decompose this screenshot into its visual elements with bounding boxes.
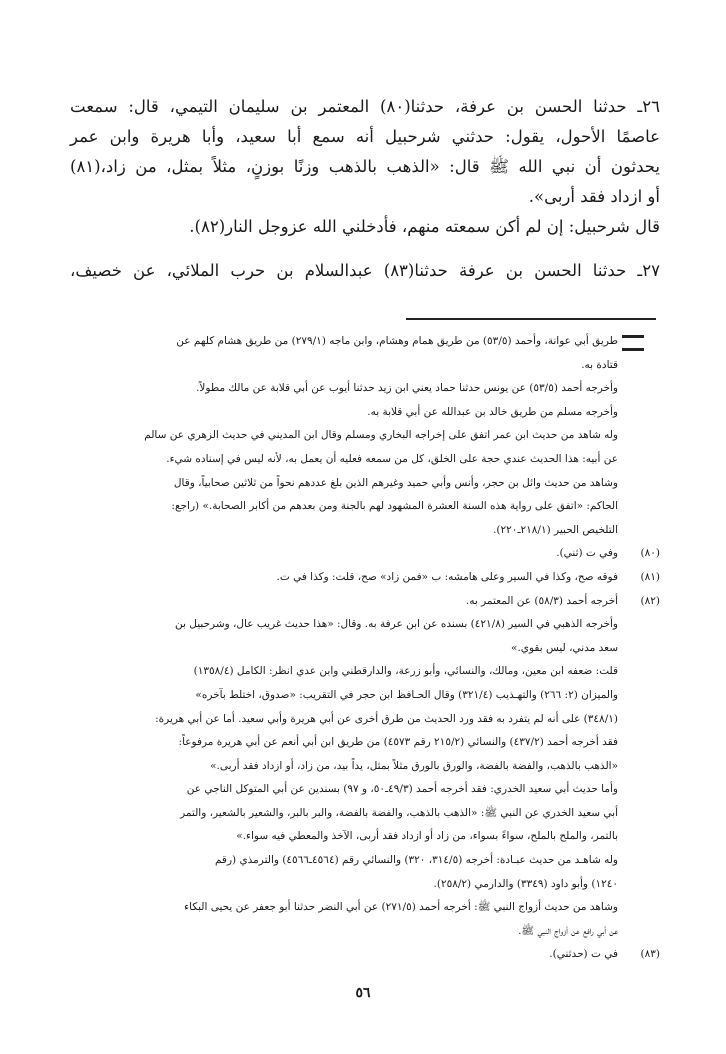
footnote-text: «الذهب بالذهب، والفضة بالفضة، والورق بالورق مثلاً بمثل، يداً بيد، من زاد، أو ازداد فقد أربى.»	[210, 759, 618, 772]
footnote-line	[88, 566, 660, 590]
footnote-text: وله شاهـد من حديث عبـادة: أخرجه (٣١٤/٥، ٣٢٠) والنسائي رقم (٤٥٦٤ـ٤٥٦٦) والترمذي (رقم	[214, 854, 618, 867]
footnote-line	[88, 354, 618, 378]
main-line: عاصمًا الأحول، يقول: حدثني شرحبيل أنه سمع أبا سعيد، وأبا هريرة وابن عمر	[70, 127, 660, 146]
footnote-text: عن أبي رافع عن أزواج النبي ﷺ.	[518, 924, 618, 937]
footnote-line	[88, 660, 618, 684]
footnote-line	[88, 731, 618, 755]
main-text	[70, 92, 660, 286]
footnote-line	[88, 896, 618, 920]
footnote-line	[88, 755, 618, 779]
footnote-text: وأخرجه الذهبي في السير (٤٢١/٨) بسنده عن ابن عرفة به. وقال: «هذا حديث غريب عال، وشرحبيل بن	[175, 618, 618, 631]
footnote-text: (٣٤٨/١) على أنه لم يتفرد به فقد ورد الحديث من طرق أخرى عن أبي هريرة وأبي سعيد. أما عن أبي هريرة:	[155, 712, 618, 725]
footnote-text: والميزان (٢: ٢٦٦) والتهـذيب (٣٢١/٤) وقال الحـافظ ابن حجر في التقريب: «صدوق، اختلط بآخره»	[195, 688, 618, 701]
footnote-line	[88, 542, 660, 566]
footnote-line	[88, 424, 618, 448]
footnote-text: وفي ت (ثني).	[556, 547, 618, 560]
footnote-separator	[406, 318, 656, 320]
footnote-line	[88, 495, 618, 519]
footnote-text: في ت (حدثني).	[549, 948, 618, 961]
main-line: قال شرحبيل: إن لم أكن سمعته منهم، فأدخلني الله عزوجل النار(٨٢).	[189, 217, 660, 236]
footnote-text: وأما حديث أبي سعيد الخدري: فقد أخرجه أحمد (٤٩/٣ـ٥٠، و ٩٧) بسندين عن أبي المتوكل الناجي عن	[186, 783, 618, 796]
page-number: ٥٦	[355, 985, 371, 1001]
footnote-line	[88, 519, 618, 543]
footnote-text: الحاكم: «اتفق على رواية هذه السنة العشرة المشهود لهم بالجنة ومن بعدهم من أكابر الصحابة.» (راجع:	[171, 500, 618, 513]
continuation-mark	[622, 335, 644, 351]
footnote-line	[88, 448, 618, 472]
footnote-text: قلت: ضعفه ابن معين، ومالك، والنسائي، وأبو زرعة، والدارقطني وابن عدي انظر: الكامل (١٣٥٨/٤)	[193, 665, 618, 678]
footnote-line	[88, 920, 618, 944]
footnote-number: (٨٢)	[640, 594, 660, 607]
footnote-line	[88, 873, 618, 897]
main-line: أو ازداد فقد أربى».	[528, 187, 660, 206]
footnote-text: سعد مدني، ليس بقوي.»	[511, 641, 618, 654]
footnote-line	[88, 825, 618, 849]
footnote-text: طريق أبي عوانة، وأحمد (٥٣/٥) من طريق همام وهشام، وابن ماجه (٢٧٩/١) من طريق هشام كلهم عن	[176, 335, 618, 347]
footnote-line	[88, 708, 618, 732]
footnote-line	[88, 330, 618, 354]
footnote-number: (٨١)	[640, 570, 660, 583]
footnote-line	[88, 849, 618, 873]
footnote-line	[88, 377, 618, 401]
footnote-line	[88, 637, 618, 661]
footnote-text: وأخرجه أحمد (٥٣/٥) عن يونس حدثنا حماد يعني ابن زيد حدثنا أيوب عن أبي قلابة عن مالك مطولاً.	[196, 382, 618, 395]
footnote-text: عن أبيه: هذا الحديث عندي حجة على الخلق، كل من سمعه فعليه أن يعمل به، لأنه ليس في إسناده شيء.	[166, 452, 618, 465]
main-line: يحدثون أن نبي الله ﷺ قال: «الذهب بالذهب وزنًا بوزنٍ، مثلاً بمثل، من زاد،(٨١)	[70, 157, 660, 176]
footnote-text: أبي سعيد الخدري عن النبي ﷺ: «الذهب بالذهب، والفضة بالفضة، والبر بالبر، والشعير بالشعير، والتمر	[180, 806, 618, 819]
footnote-text: وشاهد من حديث وائل بن حجر، وأنس وأبي حميد وغيرهم الذين بلغ عددهم نحواً من ثلاثين صحابياً، وقال	[173, 476, 618, 489]
footnote-line	[88, 684, 618, 708]
footnote-line	[88, 943, 660, 967]
footnote-number: (٨٠)	[640, 547, 660, 560]
footnote-text: ١٢٤٠) وأبو داود (٣٣٤٩) والدارمي (٢٥٨/٢).	[433, 877, 618, 890]
footnote-text: فقد أخرجه أحمد (٤٣٧/٢) والنسائي (٢١٥/٢ رقم ٤٥٧٣) من طريق ابن أبي أنعم عن أبي هريرة مرفوعاً:	[178, 736, 618, 749]
main-line: ٢٦ـ حدثنا الحسن بن عرفة، حدثنا(٨٠) المعتمر بن سليمان التيمي، قال: سمعت	[70, 97, 661, 116]
footnotes	[88, 330, 660, 967]
footnote-line	[88, 472, 618, 496]
footnote-text: وأخرجه مسلم من طريق خالد بن عبدالله عن أبي قلابة به.	[367, 405, 618, 418]
footnote-text: قتادة به.	[581, 358, 618, 371]
footnote-line	[88, 590, 660, 614]
main-line: ٢٧ـ حدثنا الحسن بن عرفة حدثنا(٨٣) عبدالسلام بن حرب الملائي، عن خصيف،	[70, 261, 660, 280]
footnote-text: بالتمر، والملح بالملح، سواءً بسواء، من زاد أو ازداد فقد أربى، الآخذ والمعطي فيه سواء.»	[236, 830, 618, 843]
footnote-number: (٨٣)	[640, 948, 660, 961]
footnote-text: وشاهد من حديث أزواج النبي ﷺ: أخرجه أحمد (٢٧١/٥) عن أبي النضر حدثنا أبو جعفر عن يحيى البكاء	[184, 901, 618, 914]
footnote-line	[88, 778, 618, 802]
footnote-text: فوقه صح، وكذا في السير وعلى هامشه: ب «فمن زاد» صح، قلت: وكذا في ت.	[276, 570, 618, 583]
footnote-text: أخرجه أحمد (٥٨/٣) عن المعتمر به.	[465, 594, 618, 607]
footnote-line	[88, 613, 618, 637]
footnote-line	[88, 802, 618, 826]
footnote-text: التلخيص الحبير (٢١٨/١ـ٢٢٠).	[493, 523, 618, 536]
footnote-text: وله شاهد من حديث ابن عمر اتفق على إخراجه البخاري ومسلم وقال ابن المديني في حديث الزهري عن سالم	[144, 429, 618, 442]
footnote-line	[88, 401, 618, 425]
